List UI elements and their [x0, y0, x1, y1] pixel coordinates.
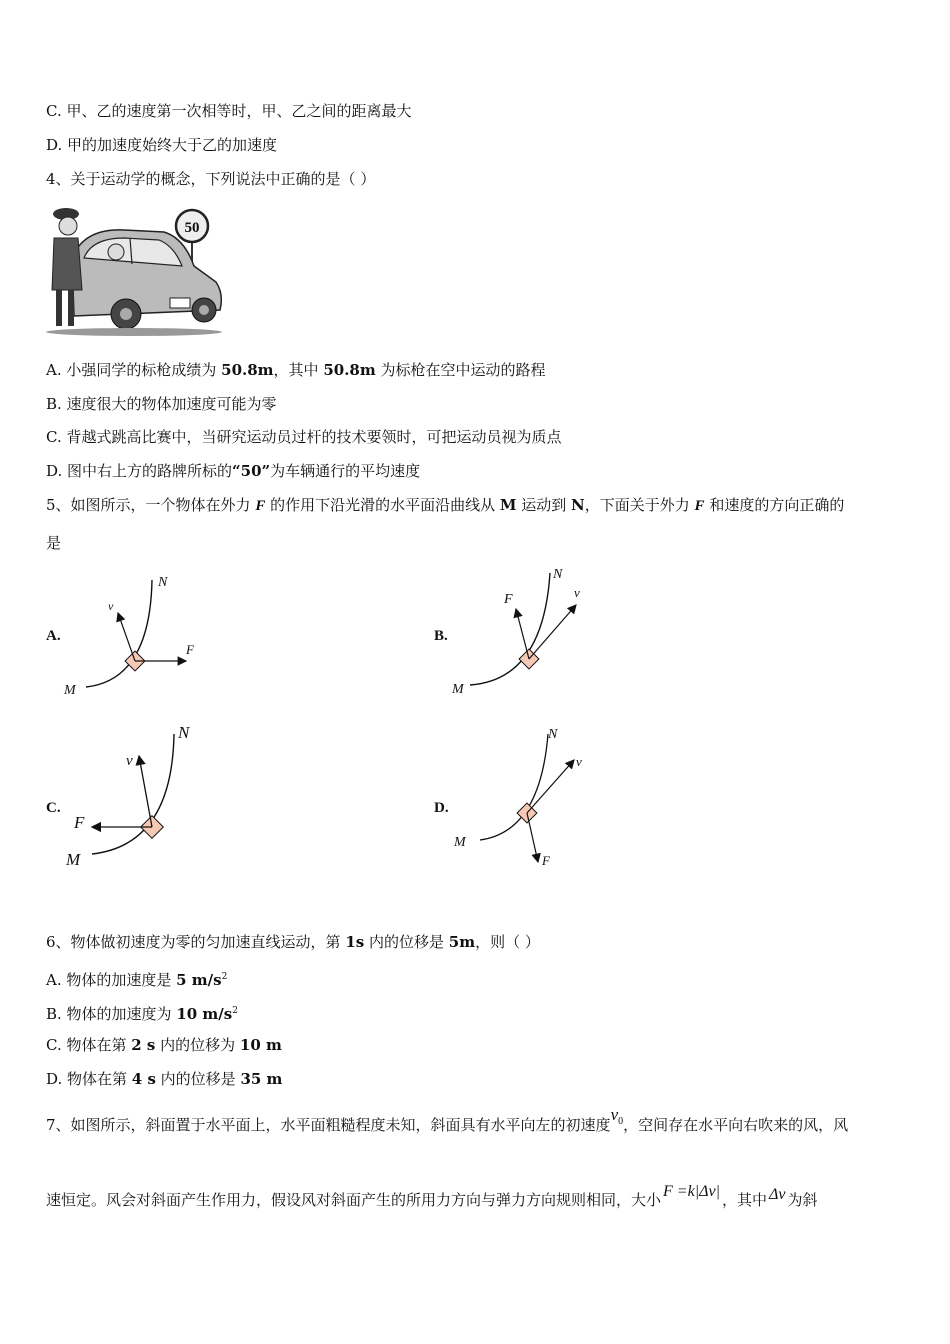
q5-option-c-label: C. — [46, 800, 61, 816]
car-illustration — [44, 198, 229, 340]
label-n: N — [158, 575, 168, 590]
q5-option-a-label: A. — [46, 628, 61, 644]
q5-option-c-figure — [62, 720, 212, 870]
label-v: v — [126, 753, 133, 769]
label-m: M — [66, 850, 81, 869]
wind-force-formula: F =k|Δv| — [663, 1183, 720, 1200]
q3-option-c: C. 甲、乙的速度第一次相等时，甲、乙之间的距离最大 — [46, 102, 412, 120]
label-m: M — [454, 835, 466, 850]
q5-stem-line1: 5、如图所示，一个物体在外力 F 的作用下沿光滑的水平面沿曲线从 M 运动到 N，下面关于外力 F 和速度的方向正确的 — [46, 496, 845, 514]
label-v: v — [576, 754, 582, 769]
q6-stem: 6、物体做初速度为零的匀加速直线运动，第 1s 内的位移是 5m，则（ ） — [46, 933, 540, 951]
label-v: v — [574, 585, 580, 600]
label-m: M — [452, 682, 464, 697]
q3-option-d: D. 甲的加速度始终大于乙的加速度 — [46, 136, 278, 154]
q4-option-d: D. 图中右上方的路牌所标的“50”为车辆通行的平均速度 — [46, 462, 421, 480]
q6-option-d: D. 物体在第 4 s 内的位移是 35 m — [46, 1070, 283, 1088]
q6-option-c: C. 物体在第 2 s 内的位移为 10 m — [46, 1036, 282, 1054]
label-m: M — [64, 683, 76, 698]
label-n: N — [553, 567, 563, 582]
q6-option-a: A. 物体的加速度是 5 $m/s^2$ — [46, 971, 228, 989]
label-f: F — [504, 592, 513, 607]
label-f: F — [74, 813, 85, 832]
q5-stem-line2: 是 — [46, 534, 62, 552]
q6-option-b: B. 物体的加速度为 10 $m/s^2$ — [46, 1005, 238, 1023]
q5-option-b-figure — [448, 565, 598, 700]
label-n: N — [178, 723, 190, 742]
q4-option-c: C. 背越式跳高比赛中，当研究运动员过杆的技术要领时，可把运动员视为质点 — [46, 428, 562, 446]
label-v: v — [108, 599, 114, 613]
label-n: N — [548, 727, 558, 742]
q4-option-b: B. 速度很大的物体加速度可能为零 — [46, 395, 277, 413]
q4-option-a: A. 小强同学的标枪成绩为 50.8m，其中 50.8m 为标枪在空中运动的路程 — [46, 361, 546, 379]
label-f: F — [186, 642, 194, 657]
q5-option-d-figure — [452, 722, 602, 872]
q5-option-a-figure — [60, 570, 210, 700]
q7-line2: 速恒定。风会对斜面产生作用力，假设风对斜面产生的所用力方向与弹力方向规则相同，大小 F =k|Δv| ，其中 Δv 为斜 — [46, 1183, 818, 1209]
q7-line1: 7、如图所示，斜面置于水平面上，水平面粗糙程度未知，斜面具有水平向左的初速度$v^0$，空间存在水平向右吹来的风，风 — [46, 1105, 849, 1134]
label-f: F — [542, 853, 550, 868]
q5-option-b-label: B. — [434, 628, 448, 644]
q5-option-d-label: D. — [434, 800, 449, 816]
speed-sign-text: 50 — [184, 220, 200, 236]
q4-stem: 4、关于运动学的概念，下列说法中正确的是（ ） — [46, 170, 376, 188]
